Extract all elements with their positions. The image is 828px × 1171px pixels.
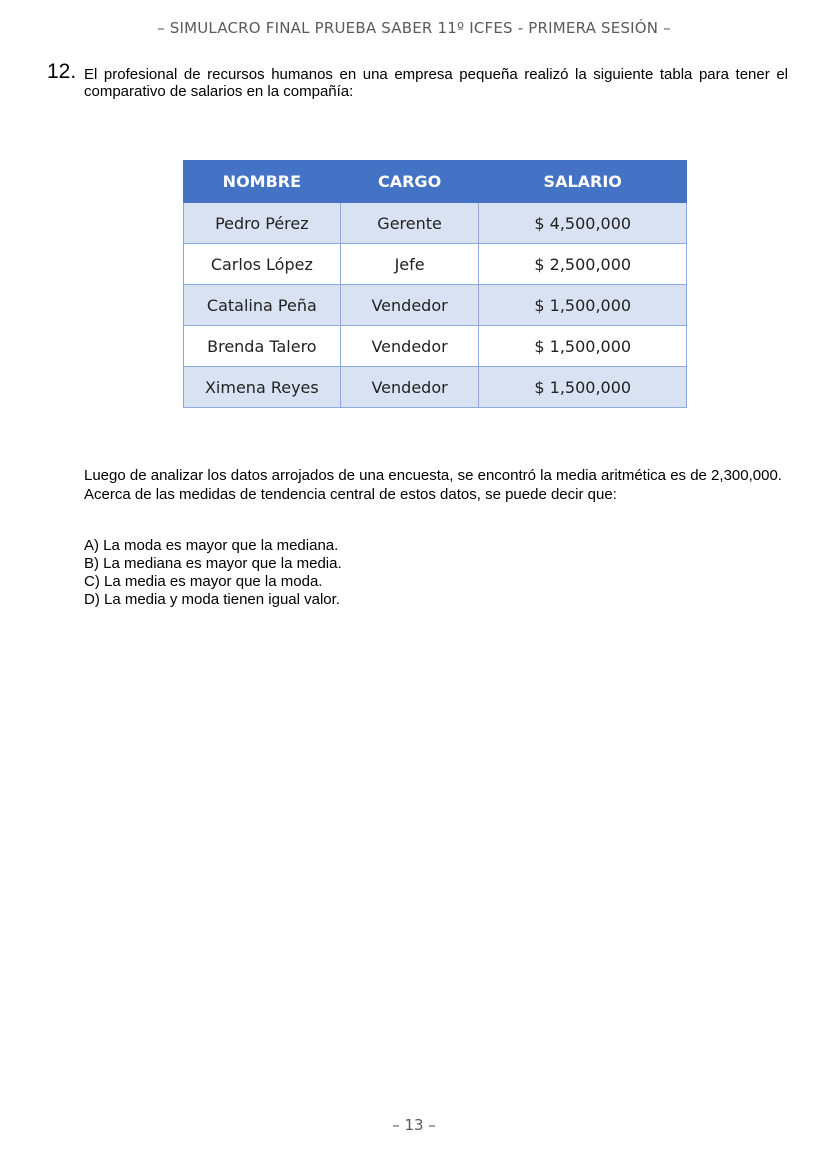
question-stem: El profesional de recursos humanos en una empresa pequeña realizó la siguiente tabla para tener el comparativo de salarios en la compañía: — [84, 66, 788, 100]
table-header-row — [184, 161, 687, 203]
cell-cargo: Gerente — [340, 203, 479, 244]
cell-salario: $ 1,500,000 — [479, 367, 687, 408]
cell-salario: $ 4,500,000 — [479, 203, 687, 244]
salary-table — [183, 160, 687, 408]
option-c: C) La media es mayor que la moda. — [84, 573, 323, 590]
cell-cargo: Vendedor — [340, 367, 479, 408]
page-header: – SIMULACRO FINAL PRUEBA SABER 11º ICFES - PRIMERA SESIÓN – — [157, 19, 671, 37]
table-row — [184, 326, 687, 367]
cell-cargo: Vendedor — [340, 326, 479, 367]
cell-nombre: Carlos López — [184, 244, 341, 285]
option-a: A) La moda es mayor que la mediana. — [84, 537, 339, 554]
column-header-nombre: NOMBRE — [184, 161, 341, 203]
column-header-cargo: CARGO — [340, 161, 479, 203]
cell-salario: $ 2,500,000 — [479, 244, 687, 285]
cell-nombre: Ximena Reyes — [184, 367, 341, 408]
table-row — [184, 244, 687, 285]
cell-salario: $ 1,500,000 — [479, 326, 687, 367]
question-context: Luego de analizar los datos arrojados de una encuesta, se encontró la media aritmética es de 2,300,000. Acerca de las medidas de tendencia central de estos datos, se puede decir que: — [84, 467, 782, 503]
table-row — [184, 367, 687, 408]
table-row — [184, 203, 687, 244]
cell-cargo: Jefe — [340, 244, 479, 285]
cell-salario: $ 1,500,000 — [479, 285, 687, 326]
table-row — [184, 285, 687, 326]
option-b: B) La mediana es mayor que la media. — [84, 555, 342, 572]
page-number: – 13 – — [392, 1116, 436, 1134]
cell-nombre: Pedro Pérez — [184, 203, 341, 244]
option-d: D) La media y moda tienen igual valor. — [84, 591, 340, 608]
cell-cargo: Vendedor — [340, 285, 479, 326]
column-header-salario: SALARIO — [479, 161, 687, 203]
answer-options — [84, 537, 342, 609]
question-number: 12. — [47, 60, 77, 83]
cell-nombre: Brenda Talero — [184, 326, 341, 367]
cell-nombre: Catalina Peña — [184, 285, 341, 326]
